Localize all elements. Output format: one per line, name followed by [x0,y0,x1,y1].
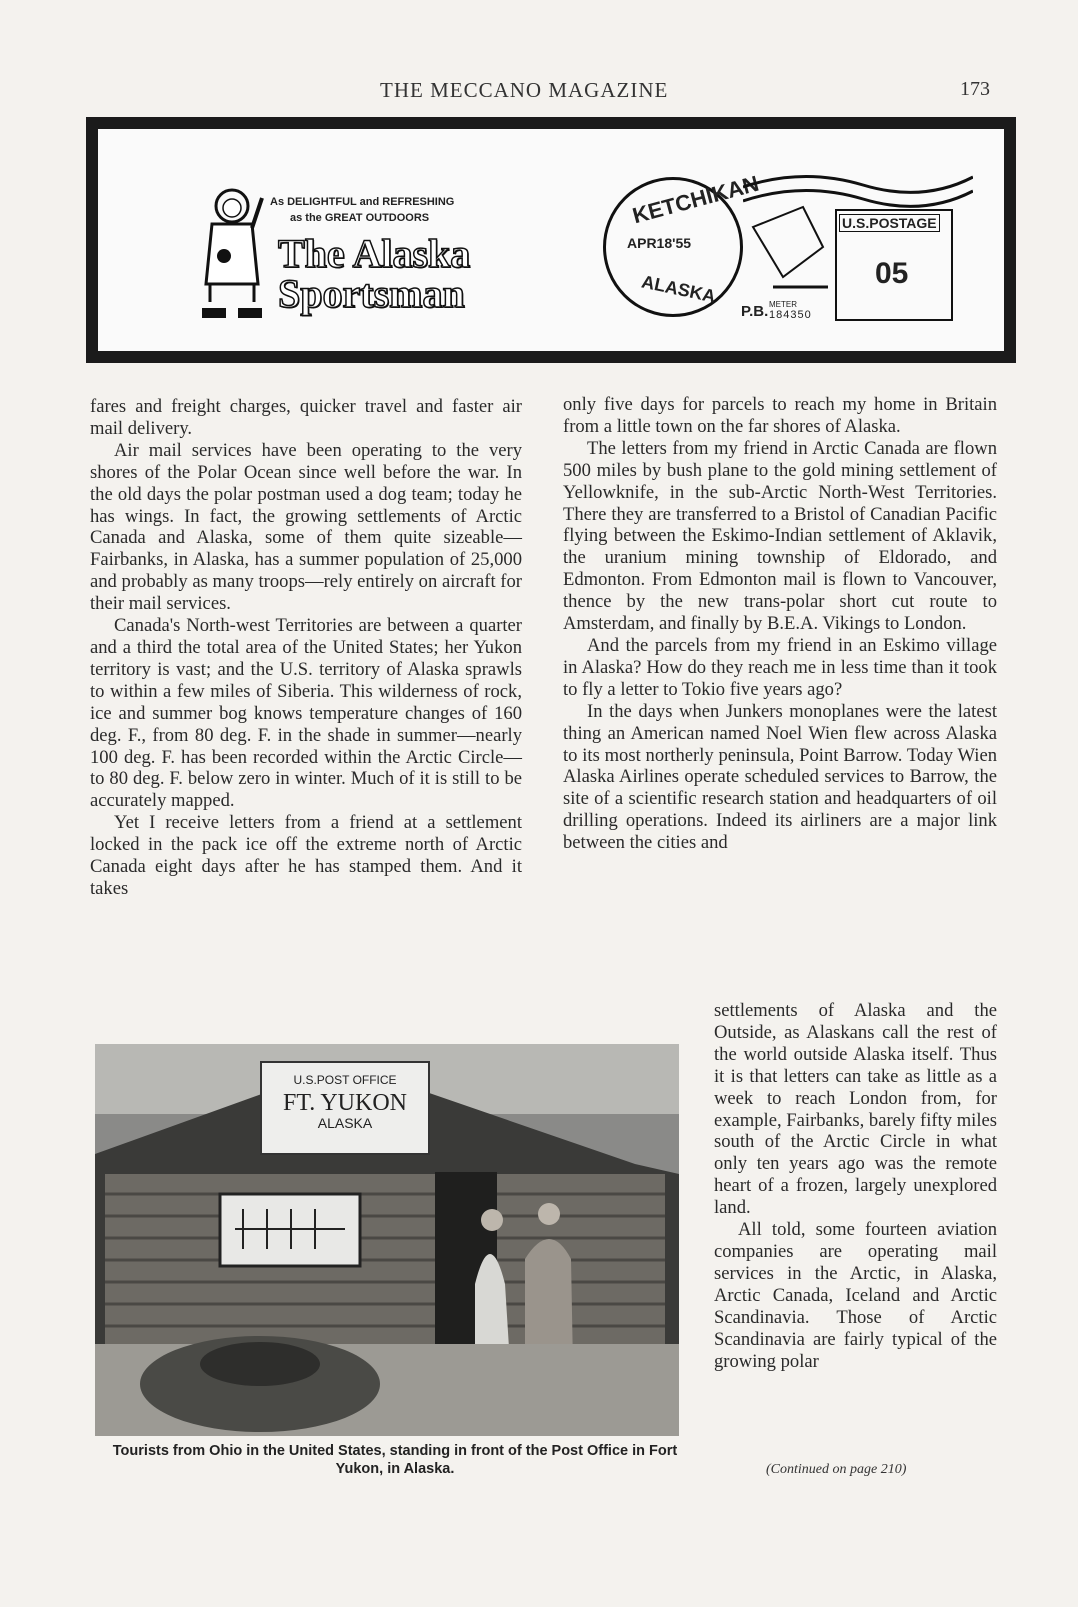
meter-number: 184350 [769,309,812,321]
paragraph: fares and freight charges, quicker travel and faster air mail delivery. [90,396,522,439]
article-column-narrow [714,1000,997,1372]
continued-note: (Continued on page 210) [766,1462,907,1477]
paragraph: settlements of Alaska and the Outside, as Alaskans call the rest of the world outside Alaska itself. Thus it is that letters can take as little as a week to reach London from, for example, Fairbanks, barely fifty miles south of the Arctic Circle in what only ten years ago was the remote heart of a frozen, largely unexplored land. [714,1000,997,1219]
paragraph: Air mail services have been operating to the very shores of the Polar Ocean since well before the war. In the old days the polar postman used a dog team; today he has wings. In fact, the growing settlements of Arctic Canada and Alaska, some of them quite sizeable—Fairbanks, in Alaska, has a summer population of 25,000 and probably as many troops—rely entirely on aircraft for their mail services. [90,439,522,615]
meter-label: METER [769,300,797,309]
sign-line-1: U.S.POST OFFICE [293,1073,397,1087]
advert-logotype [278,231,471,316]
postage-label: U.S.POSTAGE [839,214,940,232]
postmark-town: KETCHIKAN [629,170,762,229]
sign-line-2: FT. YUKON [283,1090,407,1116]
postmark [603,167,971,342]
paragraph: Canada's North-west Territories are between a quarter and a third the total area of the United States; her Yukon territory is vast; and the U.S. territory of Alaska sprawls to within a few miles of Siberia. This wilderness of rock, ice and summer bog knows temperature changes of 160 deg. F., from 80 deg. F. in the shade in summer—nearly 100 deg. F. has been recorded within the Arctic Circle—to 80 deg. F. below zero in winter. Much of it is still to be accurately mapped. [90,615,522,812]
article-column-right [563,394,997,854]
paragraph: All told, some fourteen aviation companies are operating mail services in the Arctic, in Alaska, Arctic Canada, Iceland and Arctic Scandinavia. Those of Arctic Scandinavia are fairly typical of the growing polar [714,1219,997,1372]
sportsman-advert [198,184,538,324]
banner-inner [98,129,1004,351]
paragraph: And the parcels from my friend in an Eskimo village in Alaska? How do they reach me in less time than it took to fly a letter to Tokio five years ago? [563,634,997,700]
paragraph: only five days for parcels to reach my home in Britain from a little town on the far shores of Alaska. [563,394,997,437]
postage-value: 05 [875,257,909,290]
cover-banner [86,117,1016,363]
postage-stamp-box [835,209,953,321]
post-office-photo [95,1044,679,1436]
sign-line-3: ALASKA [317,1115,373,1131]
meter-block [769,301,812,321]
page-number: 173 [960,78,990,100]
logotype-line-2: Sportsman [278,271,465,316]
logotype-line-1: The Alaska [278,231,471,276]
paragraph: Yet I receive letters from a friend at a settlement locked in the pack ice off the extreme north of Arctic Canada eight days after he has stamped them. And it takes [90,812,522,899]
article-column-left [90,396,522,900]
eskimo-figure-icon [198,184,266,324]
tagline-line-2: as the GREAT OUTDOORS [290,212,430,224]
postmark-pb: P.B. [741,303,769,320]
tagline-line-1: As DELIGHTFUL and REFRESHING [270,196,455,208]
advert-tagline [270,194,454,226]
photo-caption: Tourists from Ohio in the United States, standing in front of the Post Office in Fort Yukon, in Alaska. [112,1443,678,1477]
paragraph: The letters from my friend in Arctic Canada are flown 500 miles by bush plane to the gold mining settlement of Yellowknife, in the sub-Arctic North-West Territories. There they are transferred to a Bristol of Canadian Pacific flying between the Eskimo-Indian settlement of Aklavik, the uranium mining township of Eldorado, and Edmonton. From Edmonton mail is flown to Vancouver, thence by the new trans-polar short cut route to Amsterdam, and finally by B.E.A. Vikings to London. [563,437,997,635]
photo-illustration [95,1044,679,1436]
paragraph: In the days when Junkers monoplanes were the latest thing an American named Noel Wien flew across Alaska to its most northerly peninsula, Point Barrow. Today Wien Alaska Airlines operate scheduled services to Barrow, the site of a scientific research station and headquarters of oil drilling operations. Indeed its airliners are a major link between the cities and [563,700,997,854]
magazine-title: THE MECCANO MAGAZINE [380,78,669,102]
postmark-state: ALASKA [639,271,718,307]
postmark-date: APR18'55 [627,235,692,251]
